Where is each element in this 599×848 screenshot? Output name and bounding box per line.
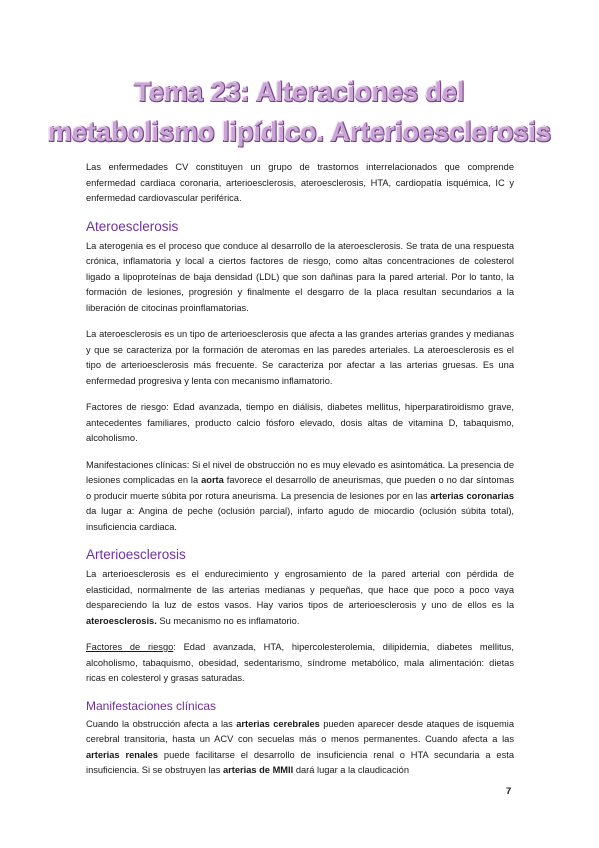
bold-term: arterias de MMII (222, 765, 294, 775)
text-run: Su mecanismo no es inflamatorio. (156, 615, 300, 626)
bold-term: aorta (201, 475, 224, 485)
paragraph: Factores de riesgo: Edad avanzada, tiempo en diálisis, diabetes mellitus, hiperparatiroidismo grave, antecedentes familiares, producto calcio fósforo elevado, dosis altas de vitamina D, tabaquismo, alcoholismo. (86, 402, 514, 443)
text-run: : Edad avanzada, HTA, hipercolesterolemia, dilipidemia, diabetes mellitus, alcoholismo, tabaquismo, obesidad, sedentarismo, síndrome metabólico, mala alimentación: dietas ricas en colesterol y grasas saturadas. (86, 642, 514, 683)
text-run: pueden aparecer desde ataques de isquemia cerebral transitoria, hasta un ACV con secuelas más o menos permanentes. Cuando afecta a las (86, 718, 514, 744)
subheading-manifestaciones: Manifestaciones clínicas (86, 698, 217, 713)
text-run: Manifestaciones clínicas: Si el nivel de obstrucción no es muy elevado es asintomática. La presencia de lesiones complicadas en la (86, 459, 514, 485)
text-run: Cuando la obstrucción afecta a las (86, 718, 237, 729)
title-line-2: metabolismo lipídico. Arterioesclerosis (47, 117, 552, 147)
document-body (86, 160, 514, 790)
section-heading-ateroesclerosis: Ateroesclerosis (86, 218, 179, 234)
paragraph: La ateroesclerosis es un tipo de arterioesclerosis que afecta a las grandes arterias grandes y medianas y que se caracteriza por la formación de ateromas en las paredes arteriales. La ateroesclerosis es el tipo de arterioesclerosis más frecuente. Se caracteriza por afectar a las arterias gruesas. Es una enfermedad progresiva y lenta con mecanismo inflamatorio. (86, 329, 514, 386)
text-run: favorece el desarrollo de aneurismas, que pueden o no dar síntomas o producir muerte súbita por rotura aneurisma. La presencia de lesiones por en las (86, 475, 514, 501)
text-run: puede facilitarse el desarrollo de insuficiencia renal o HTA secundaria a esta insuficiencia. Si se obstruyen las (86, 749, 514, 775)
paragraph (86, 567, 514, 629)
bold-term: arterias renales (86, 749, 159, 760)
intro-paragraph: Las enfermedades CV constituyen un grupo de trastornos interrelacionados que comprende enfermedad cardiaca coronaria, arterioesclerosis, ateroesclerosis, HTA, cardiopatía isquémica, IC y enfermedad cardiovascular periférica. (86, 162, 514, 203)
text-run: da lugar a: Angina de peche (oclusión parcial), infarto agudo de miocardio (oclusión súbita total), insuficiencia cardiaca. (86, 506, 514, 532)
paragraph: La aterogenia es el proceso que conduce al desarrollo de la ateroesclerosis. Se trata de una respuesta crónica, inflamatoria y local a ciertos factores de riesgo, como altas concentraciones de colesterol ligado a lipoproteínas de baja densidad (LDL) que son dañinas para la pared arterial. Por lo tanto, la formación de lesiones, progresión y finalmente el desgarro de la placa resultan secundarios a la liberación de citocinas proinflamatorias. (86, 240, 514, 313)
title-line-1: Tema 23: Alteraciones del (134, 77, 465, 107)
paragraph-manifestaciones (86, 458, 514, 536)
bold-term: arterias coronarias (430, 490, 515, 501)
page-number: 7 (506, 786, 512, 797)
text-run: La arterioesclerosis es el endurecimiento y engrosamiento de la pared arterial con pérdida de elasticidad, normalmente de las arterias medianas y pequeñas, que hace que poco a poco vaya despareciendo la luz de estos vasos. Hay varios tipos de arterioesclerosis y uno de ellos es la (86, 569, 514, 610)
paragraph (86, 717, 514, 779)
text-run: dará lugar a la claudicación (293, 765, 410, 775)
section-heading-arterioesclerosis: Arterioesclerosis (86, 547, 186, 562)
page-title (0, 72, 599, 152)
paragraph-factores-riesgo (86, 640, 514, 687)
underlined-label: Factores de riesgo (86, 642, 174, 652)
bold-term: ateroesclerosis. (86, 615, 157, 626)
bold-term: arterias cerebrales (236, 718, 320, 729)
